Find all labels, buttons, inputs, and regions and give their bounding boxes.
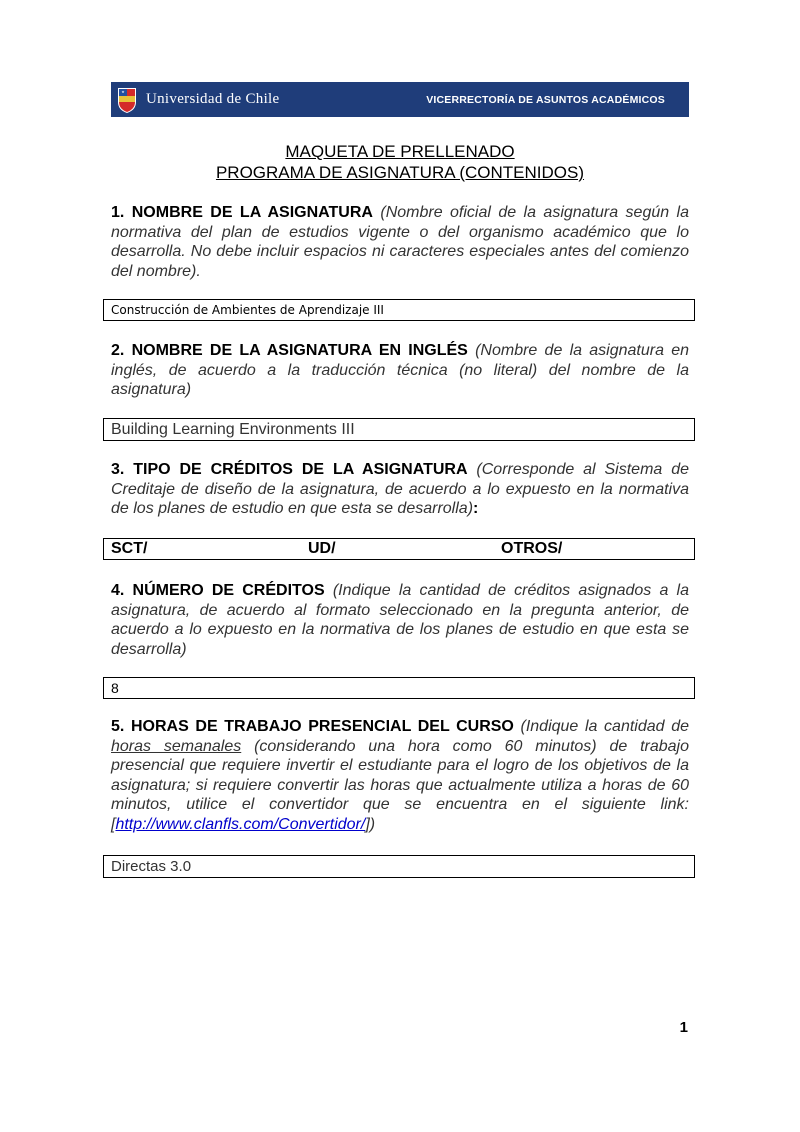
section-4-heading: 4. NÚMERO DE CRÉDITOS <box>111 582 325 599</box>
page-number: 1 <box>679 1019 688 1036</box>
credit-number-field[interactable] <box>103 677 695 699</box>
subject-name-field[interactable] <box>103 299 695 321</box>
weekly-hours-emphasis: horas semanales <box>111 737 242 755</box>
section-5-heading: 5. HORAS DE TRABAJO PRESENCIAL DEL CURSO <box>111 718 514 735</box>
section-2 <box>111 341 689 400</box>
section-5 <box>111 717 689 834</box>
document-title <box>0 141 800 183</box>
header-banner <box>111 82 689 117</box>
section-2-heading: 2. NOMBRE DE LA ASIGNATURA EN INGLÉS <box>111 342 468 359</box>
subject-english-name-field[interactable] <box>103 418 695 441</box>
title-line-1: MAQUETA DE PRELLENADO <box>285 142 515 161</box>
section-5-note <box>111 718 689 833</box>
section-3-heading: 3. TIPO DE CRÉDITOS DE LA ASIGNATURA <box>111 461 468 478</box>
section-3-colon: : <box>473 500 479 517</box>
section-5-note-end: ]) <box>365 815 376 833</box>
contact-hours-field[interactable] <box>103 855 695 878</box>
section-5-note-start: (Indique la cantidad de <box>520 718 689 735</box>
credit-type-options <box>111 539 562 559</box>
credit-number-value: 8 <box>111 680 119 696</box>
contact-hours-value: Directas 3.0 <box>111 858 192 875</box>
section-5-note-body: (considerando una hora como 60 minutos) de trabajo presencial que requiere invertir el estudiante para el logro de los objetivos de la asignatura; si requiere convertir las horas que actualmente utiliza a horas de 60 minutos, utilice el convertidor que se encuentra en el siguiente link: [ <box>111 737 690 833</box>
office-name: VICERRECTORÍA DE ASUNTOS ACADÉMICOS <box>426 93 665 106</box>
credit-option-sct[interactable]: SCT/ <box>111 540 148 557</box>
section-4-note: (Indique la cantidad de créditos asignados a la asignatura, de acuerdo al formato seleccionado en la pregunta anterior, de acuerdo a lo expuesto en la normativa de los planes de estudio en que esta se desarrolla) <box>111 582 689 658</box>
section-2-note: (Nombre de la asignatura en inglés, de acuerdo a la traducción técnica (no literal) del nombre de la asignatura) <box>111 342 689 398</box>
section-3-note: (Corresponde al Sistema de Creditaje de diseño de la asignatura, de acuerdo a lo expuesto en la normativa de los planes de estudio en que esta se desarrolla) <box>111 461 689 517</box>
section-1-note: (Nombre oficial de la asignatura según la normativa del plan de estudios vigente o del organismo académico que lo desarrolla. No debe incluir espacios ni caracteres especiales antes del comienzo del nombre). <box>111 204 690 280</box>
section-4 <box>111 581 689 659</box>
university-name: Universidad de Chile <box>146 91 280 107</box>
subject-english-name-value: Building Learning Environments III <box>111 421 355 438</box>
title-line-2: PROGRAMA DE ASIGNATURA (CONTENIDOS) <box>215 163 585 182</box>
credit-option-otros[interactable]: OTROS/ <box>501 540 563 557</box>
section-3 <box>111 460 689 519</box>
converter-link[interactable]: http://www.clanfls.com/Convertidor/ <box>115 815 366 833</box>
university-crest-icon <box>116 86 138 114</box>
subject-name-value: Construcción de Ambientes de Aprendizaje III <box>111 303 384 317</box>
credit-type-field[interactable] <box>103 538 695 560</box>
section-1-heading: 1. NOMBRE DE LA ASIGNATURA <box>111 204 373 221</box>
section-1 <box>111 203 689 281</box>
credit-option-ud[interactable]: UD/ <box>308 540 336 557</box>
